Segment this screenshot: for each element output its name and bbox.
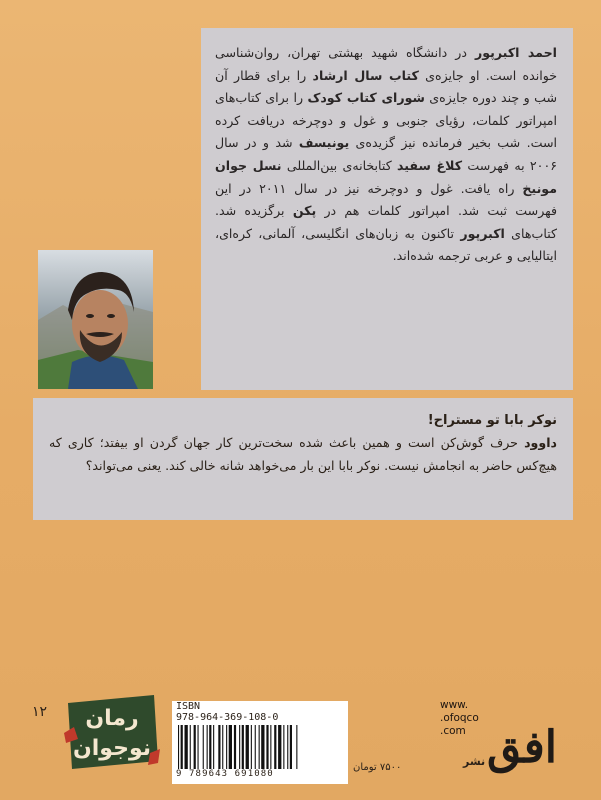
barcode-digits: 9 789643 691080 <box>176 769 274 779</box>
publisher-website <box>440 699 479 738</box>
website-line: .com <box>440 725 466 737</box>
website-line: www. <box>440 699 469 711</box>
barcode-bar <box>239 725 240 769</box>
barcode-bar <box>266 725 268 769</box>
blurb-body: حرف گوش‌کن است و همین باعث شده سخت‌ترین کار جهان گردن او بیفتد؛ کاری که هیچ‌کس حاضر به انجامش نیست. نوکر بابا این بار می‌خواهد شانه خالی کند. یعنی می‌تواند؟ <box>49 435 557 473</box>
bio-bold: نسل جوان مونیخ <box>215 157 557 196</box>
barcode-bar <box>198 725 199 769</box>
barcode-bar <box>278 725 281 769</box>
barcode-bar <box>255 725 256 769</box>
website-line: .ofoqco <box>440 712 479 724</box>
barcode-bar <box>274 725 276 769</box>
isbn-label: ISBN <box>176 701 201 712</box>
barcode-bar <box>194 725 196 769</box>
barcode-bar <box>270 725 271 769</box>
barcode-bar <box>190 725 191 769</box>
series-logo-line1: رمان <box>85 706 139 731</box>
publisher-logo-text: افق <box>487 722 557 773</box>
bio-segment: برگزیده شد. کتاب‌های <box>215 203 557 241</box>
series-logo <box>64 693 160 771</box>
barcode-bar <box>251 725 252 769</box>
bio-bold: کتاب سال ارشاد <box>312 67 419 83</box>
barcode-bar <box>181 725 183 769</box>
barcode-bar <box>234 725 236 769</box>
bio-bold: پکن <box>292 203 317 219</box>
isbn-number: 978-964-369-108-0 <box>176 712 279 723</box>
price: ۷۵۰۰ تومان <box>353 762 402 773</box>
bio-segment: تاکنون به زبان‌های انگلیسی، آلمانی، کره‌ای، ایتالیایی و عربی ترجمه شده‌اند. <box>215 225 557 264</box>
protagonist-name: داوود <box>524 435 557 450</box>
bio-segment: را برای کتاب‌های امپراتور کلمات، رؤیای جنوبی و غول و دوچرخه دریافت کرده است. شب بخیر فرمانده نیز گزیده‌ی <box>215 90 557 151</box>
barcode-bar <box>218 725 220 769</box>
author-bio-panel <box>201 28 573 390</box>
bio-segment: شد و در سال ۲۰۰۶ به فهرست <box>215 135 557 173</box>
barcode-area <box>172 701 348 784</box>
bio-segment: در دانشگاه شهید بهشتی تهران، روان‌شناسی خوانده است. او جایزه‌ی <box>215 45 557 83</box>
bio-bold: اکبرپور <box>460 225 505 241</box>
series-logo-line2: نوجوان <box>72 736 152 761</box>
barcode-bar <box>229 725 232 769</box>
bio-bold: یونیسف <box>298 135 350 151</box>
barcode-bar <box>283 725 284 769</box>
barcode-bar <box>290 725 292 769</box>
barcode-bar <box>242 725 244 769</box>
barcode-bar <box>207 725 208 769</box>
bio-segment: راه یافت. غول و دوچرخه نیز در سال ۲۰۱۱ در این فهرست ثبت شد. امپراتور کلمات هم در <box>215 180 557 219</box>
barcode-bar <box>296 725 297 769</box>
barcode <box>176 725 344 769</box>
blurb-title: نوکر بابا تو مستراح! <box>427 413 557 428</box>
blurb-panel <box>33 398 573 520</box>
barcode-bar <box>213 725 214 769</box>
bio-bold: کلاغ سفید <box>397 157 463 173</box>
publisher-logo <box>482 712 562 782</box>
barcode-bar <box>259 725 260 769</box>
bio-bold: شورای کتاب کودک <box>307 90 425 106</box>
barcode-bar <box>222 725 223 769</box>
bio-segment: کتابخانه‌ی بین‌المللی <box>281 157 397 173</box>
barcode-bar <box>209 725 211 769</box>
barcode-bar <box>203 725 204 769</box>
barcode-bar <box>185 725 188 769</box>
barcode-bar <box>226 725 227 769</box>
barcode-bar <box>261 725 264 769</box>
blurb-text <box>49 432 557 477</box>
author-photo <box>38 250 153 389</box>
author-name: احمد اکبرپور <box>474 45 557 60</box>
barcode-bar <box>287 725 288 769</box>
bio-segment: را برای قطار آن شب و چند دوره جایزه‌ی <box>215 67 557 106</box>
publisher-label: نشر <box>463 755 486 768</box>
series-number: ۱۲ <box>32 704 48 720</box>
author-bio-text <box>215 42 557 268</box>
barcode-bar <box>178 725 179 769</box>
barcode-bar <box>246 725 249 769</box>
